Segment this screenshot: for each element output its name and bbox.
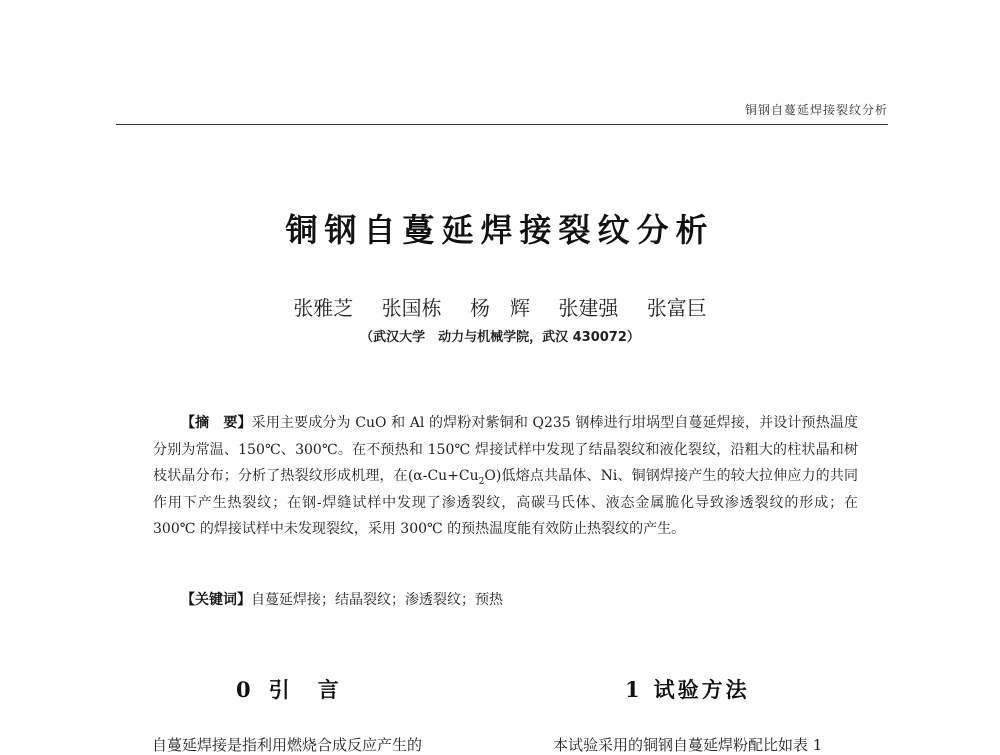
- paper-title: 铜钢自蔓延焊接裂纹分析: [285, 211, 715, 249]
- keywords-text: 自蔓延焊接；结晶裂纹；渗透裂纹；预热: [251, 592, 503, 608]
- affiliation: （武汉大学 动力与机械学院，武汉 430072）: [360, 330, 640, 345]
- body-text-left: 自蔓延焊接是指利用燃烧合成反应产生的: [152, 736, 423, 754]
- author-name: 杨 辉: [470, 296, 530, 320]
- abstract-subscript: 2: [478, 476, 485, 487]
- running-head: 铜钢自蔓延焊接裂纹分析: [744, 103, 888, 117]
- keywords: [153, 587, 858, 613]
- author-name: 张国栋: [381, 296, 442, 320]
- section-title: 引言: [268, 677, 367, 702]
- author-list: [0, 292, 1000, 321]
- section-heading-method: [625, 674, 750, 704]
- section-heading-intro: [236, 674, 367, 704]
- section-title: 试验方法: [653, 677, 750, 702]
- abstract-label: 【摘 要】: [181, 415, 252, 431]
- section-number: 0: [236, 677, 251, 702]
- body-text-right: 本试验采用的铜钢自蔓延焊粉配比如表 1: [553, 736, 823, 754]
- author-name: 张雅芝: [293, 296, 354, 320]
- author-name: 张建强: [558, 296, 619, 320]
- author-name: 张富巨: [646, 296, 707, 320]
- section-number: 1: [625, 677, 640, 702]
- keywords-label: 【关键词】: [181, 592, 251, 608]
- abstract-text-cont: O)低熔点共晶体、Ni、铜钢焊接产生的较大拉伸应力的共同作用下产生热裂纹；在钢-焊缝试样中发现了渗透裂纹，高碳马氏体、液态金属脆化导致渗透裂纹的形成；在 300℃ 的焊接试样中未发现裂纹，采用 300℃ 的预热温度能有效防止热裂纹的产生。: [153, 468, 858, 537]
- abstract-text: 采用主要成分为 CuO 和 Al 的焊粉对紫铜和 Q235 钢棒进行坩埚型自蔓延焊接，并设计预热温度分别为常温、150℃、300℃。在不预热和 150℃ 焊接试样中发现了结晶裂纹和液化裂纹，沿粗大的柱状晶和树枝状晶分布；分析了热裂纹形成机理，在(α-Cu+Cu: [153, 415, 858, 484]
- header-rule: [116, 124, 888, 125]
- abstract: [153, 410, 858, 543]
